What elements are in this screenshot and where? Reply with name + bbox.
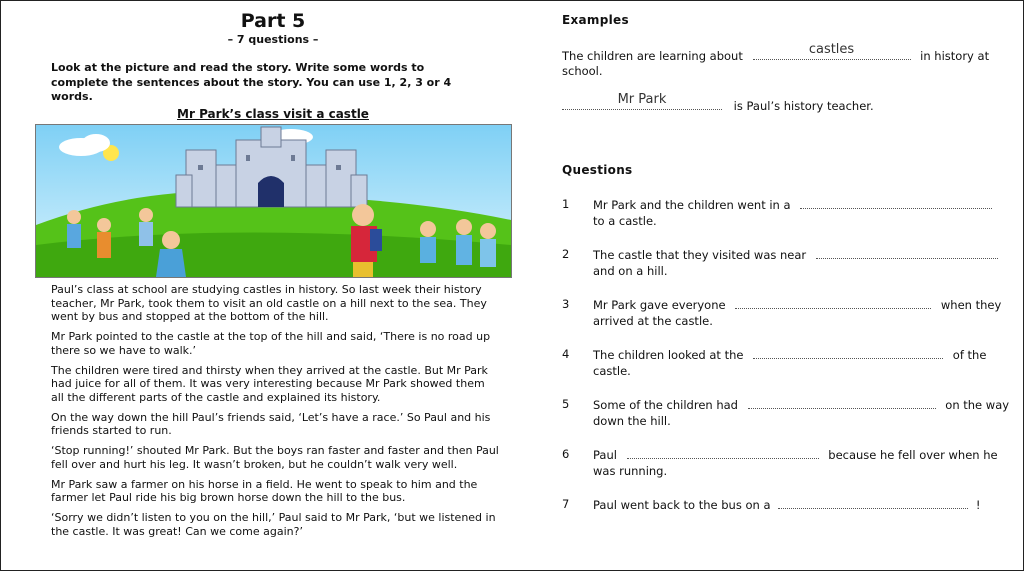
question-text: Mr Park gave everyone [593, 298, 726, 312]
story-paragraph: The children were tired and thirsty when they arrived at the castle. But Mr Park had juice for all of them. It was very interesting because Mr Park showed them all the different parts of the castle and explained its history. [51, 363, 488, 404]
question-text-after: on the way [945, 398, 1010, 412]
example-2-answer-line [562, 92, 722, 110]
story-paragraph: Mr Park saw a farmer on his horse in a field. He went to speak to him and the farmer let Paul ride his big brown horse down the hill to the bus. [51, 477, 478, 504]
answer-blank-7[interactable] [778, 496, 968, 509]
answer-blank-2[interactable] [816, 246, 998, 259]
example-1-text-after: in history at [920, 49, 990, 63]
question-number: 4 [562, 347, 570, 361]
left-column [33, 9, 513, 538]
story-paragraph: On the way down the hill Paul’s friends said, ‘Let’s have a race.’ So Paul and his friends started to run. [51, 410, 491, 437]
answer-blank-1[interactable] [800, 196, 992, 209]
example-1-line2: school. [562, 64, 603, 78]
question-text-line2: arrived at the castle. [593, 314, 713, 328]
question-number: 7 [562, 497, 570, 511]
answer-blank-4[interactable] [753, 346, 943, 359]
examples-heading: Examples [562, 13, 629, 27]
question-text-after: ! [975, 498, 981, 512]
question-text: Some of the children had [593, 398, 738, 412]
question-number: 6 [562, 447, 570, 461]
page-title: Part 5 [240, 10, 306, 32]
question-text-after: when they [940, 298, 1002, 312]
instructions: Look at the picture and read the story. Write some words to complete the sentences about the story. You can use 1, 2, 3 or 4 words. [51, 61, 452, 103]
answer-blank-5[interactable] [748, 396, 936, 409]
question-text: Paul [593, 448, 617, 462]
example-1-answer: castles [808, 42, 855, 57]
example-1 [562, 42, 1012, 64]
story-text [51, 283, 501, 545]
question-number: 1 [562, 197, 570, 211]
question-text-line2: down the hill. [593, 414, 671, 428]
page-subtitle: – 7 questions – [227, 33, 319, 46]
question-text-line2: was running. [593, 464, 668, 478]
question-text-line2: castle. [593, 364, 631, 378]
question-number: 5 [562, 397, 570, 411]
story-paragraph: Mr Park pointed to the castle at the top of the hill and said, ‘There is no road up there so we have to walk.’ [51, 330, 491, 357]
question-text: Mr Park and the children went in a [593, 198, 791, 212]
answer-blank-6[interactable] [627, 446, 819, 459]
story-title: Mr Park’s class visit a castle [177, 107, 369, 121]
question-text-after: of the [952, 348, 987, 362]
question-text-after: because he fell over when he [828, 448, 998, 462]
example-2-answer: Mr Park [617, 92, 667, 107]
example-1-answer-line [753, 42, 911, 60]
question-text: Paul went back to the bus on a [593, 498, 771, 512]
question-text: The children looked at the [593, 348, 744, 362]
example-2-text-after: is Paul’s history teacher. [733, 99, 874, 113]
answer-blank-3[interactable] [735, 296, 931, 309]
question-number: 2 [562, 247, 570, 261]
story-paragraph: Paul’s class at school are studying castles in history. So last week their history teacher, Mr Park, took them to visit an old castle on a hill next to the sea. They went by bus and stopped at the bottom of the hill. [51, 283, 487, 323]
questions-heading: Questions [562, 163, 633, 177]
example-1-text-before: The children are learning about [562, 49, 743, 63]
question-text-line2: to a castle. [593, 214, 657, 228]
question-text-line2: and on a hill. [593, 264, 668, 278]
castle-illustration [35, 124, 512, 278]
question-text: The castle that they visited was near [593, 248, 807, 262]
story-paragraph: ‘Stop running!’ shouted Mr Park. But the boys ran faster and faster and then Paul fell over and hurt his leg. It wasn’t broken, but he couldn’t walk very well. [51, 444, 499, 471]
question-number: 3 [562, 297, 570, 311]
story-paragraph: ‘Sorry we didn’t listen to you on the hill,’ Paul said to Mr Park, ‘but we listened in the castle. It was great! Can we come again?’ [51, 511, 496, 538]
example-2 [562, 92, 874, 114]
